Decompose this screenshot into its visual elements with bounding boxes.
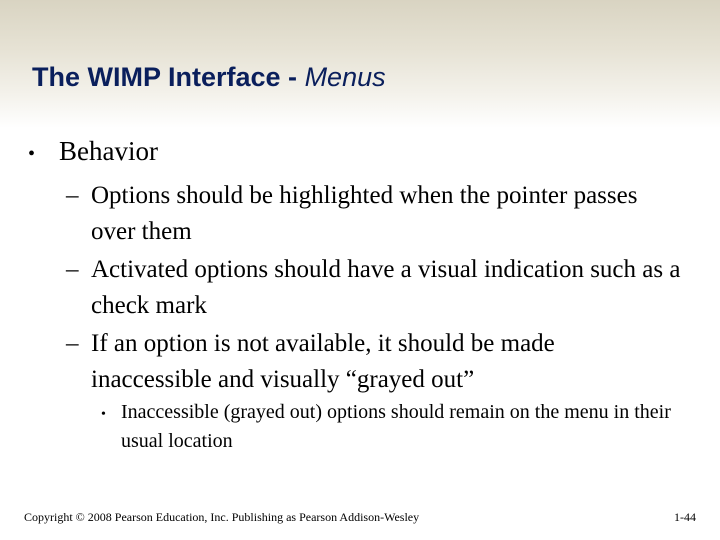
subsubbullet-text: Inaccessible (grayed out) options should remain on the menu in their usual location (121, 401, 671, 452)
subbullet-highlight-pointer (66, 178, 681, 250)
subbullet-text: Activated options should have a visual indication such as a check mark (91, 256, 681, 319)
dash-marker-icon: – (66, 256, 79, 283)
bullet-behavior (28, 136, 158, 167)
dash-marker-icon: – (66, 182, 79, 209)
subbullet-text: Options should be highlighted when the pointer passes over them (91, 182, 638, 245)
footer-page-number: 1-44 (674, 510, 696, 524)
title-sub: Menus (304, 62, 386, 92)
bullet-marker-icon: • (101, 407, 106, 422)
bullet-text: Behavior (59, 136, 158, 166)
subsubbullet-remain-on-menu (101, 398, 711, 456)
dash-marker-icon: – (66, 330, 79, 357)
footer-copyright: Copyright © 2008 Pearson Education, Inc. Publishing as Pearson Addison-Wesley (24, 510, 420, 524)
subbullet-grayed-out (66, 326, 681, 398)
subbullet-activated-options (66, 252, 681, 324)
subbullet-text: If an option is not available, it should be made inaccessible and visually “grayed out” (91, 330, 555, 393)
bullet-marker-icon: • (28, 143, 36, 165)
title-main: The WIMP Interface - (32, 62, 298, 92)
